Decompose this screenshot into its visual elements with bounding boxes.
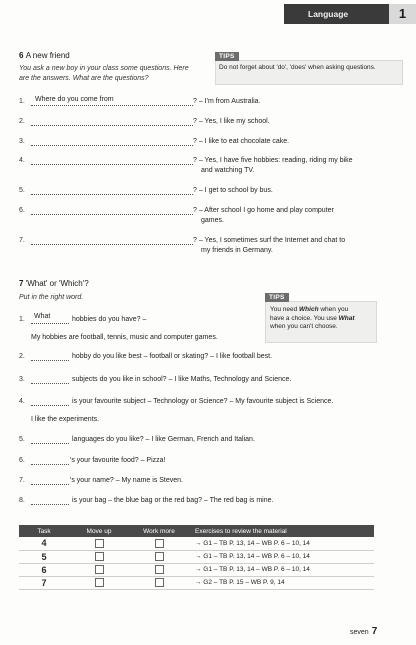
work-more-checkbox[interactable] bbox=[155, 565, 164, 574]
col-exercises: Exercises to review the material bbox=[189, 525, 374, 537]
ex7-q8-number: 8. bbox=[19, 497, 25, 504]
ex7-q1-answer: What bbox=[34, 313, 51, 320]
ex7-q6-blank[interactable] bbox=[31, 456, 69, 465]
task-number: 5 bbox=[19, 550, 69, 563]
task-number: 4 bbox=[19, 537, 69, 550]
move-up-checkbox[interactable] bbox=[95, 539, 104, 548]
ex7-q4-text-cont: I like the experiments. bbox=[31, 416, 100, 423]
ex7-q2-blank[interactable] bbox=[31, 352, 69, 361]
review-exercises: → G1 – TB P. 13, 14 – WB P. 6 – 10, 14 bbox=[189, 563, 374, 576]
ex7-instructions: Put in the right word. bbox=[19, 294, 84, 301]
ex6-q7-response: ? – Yes, I sometimes surf the Internet and chat to bbox=[193, 237, 346, 244]
ex7-q5-number: 5. bbox=[19, 436, 25, 443]
ex7-q6-text: 's your favourite food? – Pizza! bbox=[70, 457, 166, 464]
review-exercises: → G1 – TB P. 13, 14 – WB P. 6 – 10, 14 bbox=[189, 537, 374, 550]
ex6-q5-blank[interactable] bbox=[31, 186, 193, 195]
ex6-tips-label: TIPS bbox=[215, 52, 239, 61]
ex6-q4-number: 4. bbox=[19, 157, 25, 164]
ex6-q1-number: 1. bbox=[19, 98, 25, 105]
ex7-q8-text: is your bag – the blue bag or the red bag? – The red bag is mine. bbox=[72, 497, 274, 504]
work-more-checkbox[interactable] bbox=[155, 552, 164, 561]
table-row bbox=[19, 563, 374, 576]
ex6-q2-number: 2. bbox=[19, 118, 25, 125]
ex6-q6-number: 6. bbox=[19, 207, 25, 214]
move-up-checkbox[interactable] bbox=[95, 552, 104, 561]
ex6-q6-response-cont: games. bbox=[201, 217, 224, 224]
ex6-q6-response: ? – After school I go home and play computer bbox=[193, 207, 334, 214]
ex6-q3-response: ? – I like to eat chocolate cake. bbox=[193, 138, 290, 145]
review-table bbox=[19, 525, 374, 590]
move-up-checkbox[interactable] bbox=[95, 565, 104, 574]
ex6-q4-blank[interactable] bbox=[31, 156, 193, 165]
ex6-q1-answer: Where do you come from bbox=[35, 96, 114, 103]
move-up-checkbox[interactable] bbox=[95, 578, 104, 587]
ex6-q7-response-cont: my friends in Germany. bbox=[201, 247, 273, 254]
ex6-q1-response: ? – I'm from Australia. bbox=[193, 98, 261, 105]
review-table-header bbox=[19, 525, 374, 537]
table-row bbox=[19, 576, 374, 589]
ex7-q5-text: languages do you like? – I like German, French and Italian. bbox=[72, 436, 255, 443]
ex7-tips-text: You need Which when you have a choice. You use What when you can't choose. bbox=[270, 306, 355, 330]
ex7-q3-text: subjects do you like in school? – I like Maths, Technology and Science. bbox=[72, 376, 292, 383]
ex6-q7-number: 7. bbox=[19, 237, 25, 244]
ex7-q4-blank[interactable] bbox=[31, 397, 69, 406]
ex7-q4-number: 4. bbox=[19, 398, 25, 405]
ex6-q4-response-cont: and watching TV. bbox=[201, 167, 255, 174]
ex6-q6-blank[interactable] bbox=[31, 206, 193, 215]
col-move-up: Move up bbox=[69, 525, 129, 537]
page-number: 7 bbox=[371, 626, 378, 637]
unit-number: 1 bbox=[389, 4, 416, 24]
ex6-q3-number: 3. bbox=[19, 138, 25, 145]
section-label: Language bbox=[308, 9, 349, 19]
review-exercises: → G1 – TB P. 13, 14 – WB P. 6 – 10, 14 bbox=[189, 550, 374, 563]
ex6-title: 6 A new friend bbox=[19, 51, 70, 60]
ex7-q1-number: 1. bbox=[19, 316, 25, 323]
task-number: 6 bbox=[19, 563, 69, 576]
task-number: 7 bbox=[19, 576, 69, 589]
page-footer bbox=[350, 626, 377, 637]
ex6-q3-blank[interactable] bbox=[31, 137, 193, 146]
ex6-q5-response: ? – I get to school by bus. bbox=[193, 187, 273, 194]
ex7-q1-text-cont: My hobbies are football, tennis, music and computer games. bbox=[31, 334, 218, 341]
ex6-q2-response: ? – Yes, I like my school. bbox=[193, 118, 270, 125]
ex7-q1-text: hobbies do you have? – bbox=[72, 316, 147, 323]
work-more-checkbox[interactable] bbox=[155, 539, 164, 548]
table-row bbox=[19, 537, 374, 550]
ex7-q6-number: 6. bbox=[19, 457, 25, 464]
review-exercises: → G2 – TB P. 15 – WB P. 9, 14 bbox=[189, 576, 374, 589]
ex7-q7-blank[interactable] bbox=[31, 476, 69, 485]
ex7-title: 7 'What' or 'Which'? bbox=[19, 279, 89, 288]
ex6-q5-number: 5. bbox=[19, 187, 25, 194]
ex6-q4-response: ? – Yes, I have five hobbies: reading, riding my bike bbox=[193, 157, 353, 164]
ex7-q7-text: 's your name? – My name is Steven. bbox=[70, 477, 183, 484]
ex7-q2-number: 2. bbox=[19, 353, 25, 360]
ex6-q2-blank[interactable] bbox=[31, 117, 193, 126]
col-work-more: Work more bbox=[129, 525, 189, 537]
ex7-tips-label: TIPS bbox=[265, 293, 289, 302]
ex6-tips-text: Do not forget about 'do', 'does' when asking questions. bbox=[219, 64, 376, 71]
col-task: Task bbox=[19, 525, 69, 537]
ex7-q3-blank[interactable] bbox=[31, 375, 69, 384]
ex7-q3-number: 3. bbox=[19, 376, 25, 383]
page-word: seven bbox=[350, 629, 369, 636]
ex7-q7-number: 7. bbox=[19, 477, 25, 484]
ex6-instructions: You ask a new boy in your class some questions. Here are the answers. What are the questions? bbox=[19, 65, 189, 82]
table-row bbox=[19, 550, 374, 563]
ex7-q5-blank[interactable] bbox=[31, 435, 69, 444]
ex7-q4-text: is your favourite subject – Technology or Science? – My favourite subject is Science. bbox=[72, 398, 334, 405]
ex7-q2-text: hobby do you like best – football or skating? – I like football best. bbox=[72, 353, 273, 360]
ex7-q8-blank[interactable] bbox=[31, 496, 69, 505]
work-more-checkbox[interactable] bbox=[155, 578, 164, 587]
ex6-q7-blank[interactable] bbox=[31, 236, 193, 245]
